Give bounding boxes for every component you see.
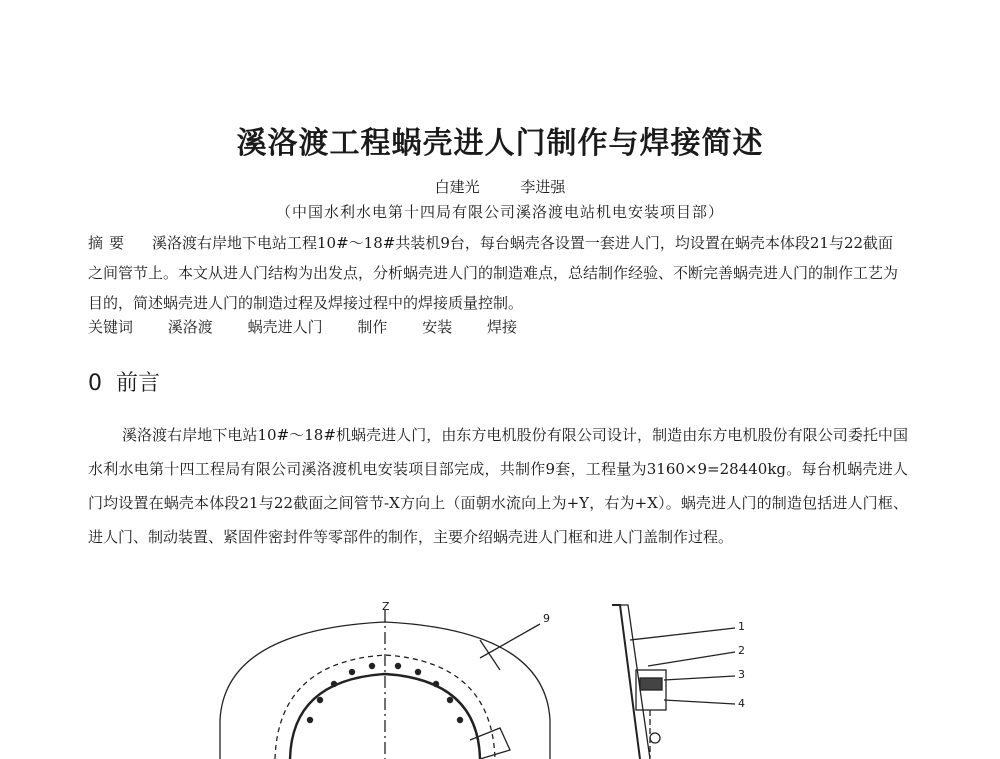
section-view: [612, 605, 735, 759]
section-mark-line: [480, 640, 500, 670]
bolt-hole: [307, 717, 313, 723]
leader-4: [664, 700, 735, 704]
section-number: 0: [88, 371, 102, 396]
manhole-drawing-figure: [0, 600, 1000, 759]
callout-4: 4: [738, 697, 745, 710]
author-2: 李进强: [520, 178, 566, 196]
bolt-hole: [331, 681, 337, 687]
bolt-hole: [447, 697, 453, 703]
bolt-hole: [457, 717, 463, 723]
leader-3: [664, 676, 735, 680]
figure-top-mark: Z: [382, 600, 390, 613]
section-heading: [88, 366, 160, 397]
bolt-hole: [369, 663, 375, 669]
callout-9: 9: [543, 612, 550, 625]
body-paragraph: 溪洛渡右岸地下电站10#～18#机蜗壳进人门，由东方电机股份有限公司设计，制造由东方电机股份有限公司委托中国水利水电第十四工程局有限公司溪洛渡机电安装项目部完成，共制作9套，工程量为3160×9=28440kg。每台机蜗壳进人门均设置在蜗壳本体段21与22截面之间管节-X方向上（面朝水流向上为+Y，右为+X）。蜗壳进人门的制造包括进人门框、进人门、制动装置、紧固件密封件等零部件的制作，主要介绍蜗壳进人门框和进人门盖制作过程。: [88, 426, 908, 546]
bolt-hole: [395, 663, 401, 669]
bolt-section: [650, 733, 660, 743]
callout-1: 1: [738, 620, 745, 633]
callout-2: 2: [738, 644, 745, 657]
affiliation: （中国水利水电第十四局有限公司溪洛渡电站机电安装项目部）: [275, 203, 724, 221]
keywords-label: 关键词: [88, 318, 134, 336]
bolt-hole: [433, 681, 439, 687]
bolt-hole: [317, 697, 323, 703]
authors: [0, 176, 1000, 197]
section-title: 前言: [116, 371, 161, 396]
bolt-hole: [415, 669, 421, 675]
author-1: 白建光: [434, 178, 480, 196]
keywords: [88, 316, 547, 337]
seal-block: [640, 678, 662, 690]
leader-2: [648, 652, 735, 666]
front-view: [220, 610, 550, 759]
abstract: [88, 228, 908, 318]
keyword-2: 蜗壳进人门: [247, 318, 323, 336]
keyword-4: 安装: [422, 318, 453, 336]
bolt-hole: [349, 669, 355, 675]
keyword-1: 溪洛渡: [167, 318, 213, 336]
leader-1: [630, 628, 735, 640]
callout-3: 3: [738, 668, 745, 681]
keyword-3: 制作: [357, 318, 388, 336]
paper-title: 溪洛渡工程蜗壳进人门制作与焊接简述: [236, 126, 764, 161]
keyword-5: 焊接: [486, 318, 517, 336]
abstract-label: 摘要: [88, 234, 131, 252]
abstract-text: 溪洛渡右岸地下电站工程10#～18#共装机9台，每台蜗壳各设置一套进人门，均设置在蜗壳本体段21与22截面之间管节上。本文从进人门结构为出发点，分析蜗壳进人门的制造难点，总结制作经验、不断完善蜗壳进人门的制作工艺为目的，简述蜗壳进人门的制造过程及焊接过程中的焊接质量控制。: [88, 234, 899, 312]
